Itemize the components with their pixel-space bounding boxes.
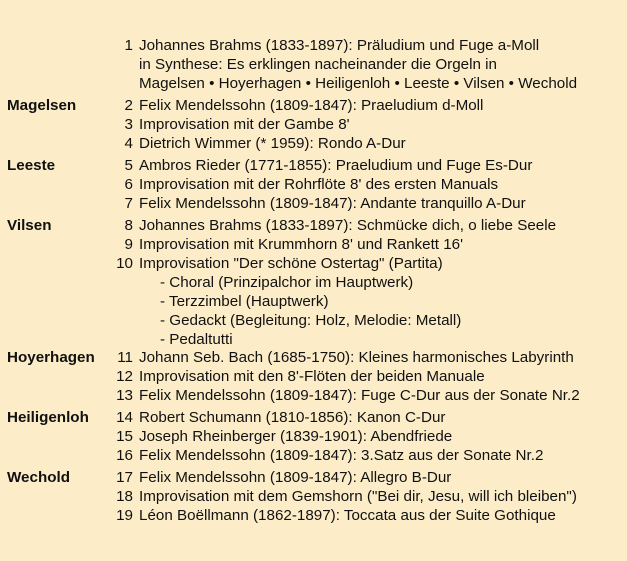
location-label-magelsen: Magelsen	[7, 97, 77, 114]
item-number: 19	[116, 507, 133, 524]
item-text: Dietrich Wimmer (* 1959): Rondo A-Dur	[139, 135, 406, 152]
item-number: 11	[117, 349, 133, 366]
item-text: Johannes Brahms (1833-1897): Schmücke dich, o liebe Seele	[139, 217, 557, 234]
item-number: 3	[124, 116, 133, 133]
location-label-hoyerhagen: Hoyerhagen	[7, 349, 95, 366]
subitem-text: - Choral (Prinzipalchor im Hauptwerk)	[160, 274, 414, 291]
item-number: 18	[116, 488, 133, 505]
item-text: Improvisation mit der Rohrflöte 8' des ersten Manuals	[139, 176, 499, 193]
item-text: Johannes Brahms (1833-1897): Präludium und Fuge a-Moll	[139, 37, 540, 54]
item-number: 16	[116, 447, 133, 464]
item-text: Improvisation mit den 8'-Flöten der beiden Manuale	[139, 368, 485, 385]
item-text: Magelsen • Hoyerhagen • Heiligenloh • Leeste • Vilsen • Wechold	[139, 75, 578, 92]
subitem-text: - Pedaltutti	[160, 331, 233, 348]
item-text: Improvisation "Der schöne Ostertag" (Partita)	[139, 255, 443, 272]
location-label-heiligenloh: Heiligenloh	[7, 409, 89, 426]
item-number: 1	[124, 37, 133, 54]
item-number: 10	[116, 255, 133, 272]
location-label-leeste: Leeste	[7, 157, 56, 174]
item-number: 12	[116, 368, 133, 385]
location-label-vilsen: Vilsen	[7, 217, 52, 234]
item-text: Improvisation mit der Gambe 8'	[139, 116, 350, 133]
item-number: 6	[124, 176, 133, 193]
item-number: 15	[116, 428, 133, 445]
item-number: 7	[124, 195, 133, 212]
item-number: 9	[124, 236, 133, 253]
item-number: 4	[124, 135, 133, 152]
item-number: 5	[124, 157, 133, 174]
location-label-wechold: Wechold	[7, 469, 71, 486]
item-number: 13	[116, 387, 133, 404]
item-text: in Synthese: Es erklingen nacheinander die Orgeln in	[139, 56, 497, 73]
item-text: Johann Seb. Bach (1685-1750): Kleines harmonisches Labyrinth	[139, 349, 574, 366]
item-number: 14	[116, 409, 133, 426]
item-text: Robert Schumann (1810-1856): Kanon C-Dur	[139, 409, 446, 426]
item-text: Ambros Rieder (1771-1855): Praeludium und Fuge Es-Dur	[139, 157, 533, 174]
item-text: Felix Mendelssohn (1809-1847): 3.Satz aus der Sonate Nr.2	[139, 447, 544, 464]
item-number: 8	[124, 217, 133, 234]
item-number: 17	[116, 469, 133, 486]
item-text: Léon Boëllmann (1862-1897): Toccata aus der Suite Gothique	[139, 507, 556, 524]
item-number: 2	[124, 97, 133, 114]
item-text: Felix Mendelssohn (1809-1847): Allegro B-Dur	[139, 469, 452, 486]
item-text: Felix Mendelssohn (1809-1847): Praeludium d-Moll	[139, 97, 484, 114]
item-text: Improvisation mit Krummhorn 8' und Rankett 16'	[139, 236, 464, 253]
subitem-text: - Terzzimbel (Hauptwerk)	[160, 293, 329, 310]
item-text: Joseph Rheinberger (1839-1901): Abendfriede	[139, 428, 453, 445]
item-text: Felix Mendelssohn (1809-1847): Andante tranquillo A-Dur	[139, 195, 526, 212]
item-text: Felix Mendelssohn (1809-1847): Fuge C-Dur aus der Sonate Nr.2	[139, 387, 580, 404]
item-text: Improvisation mit dem Gemshorn ("Bei dir, Jesu, will ich bleiben")	[139, 488, 577, 505]
subitem-text: - Gedackt (Begleitung: Holz, Melodie: Metall)	[160, 312, 462, 329]
